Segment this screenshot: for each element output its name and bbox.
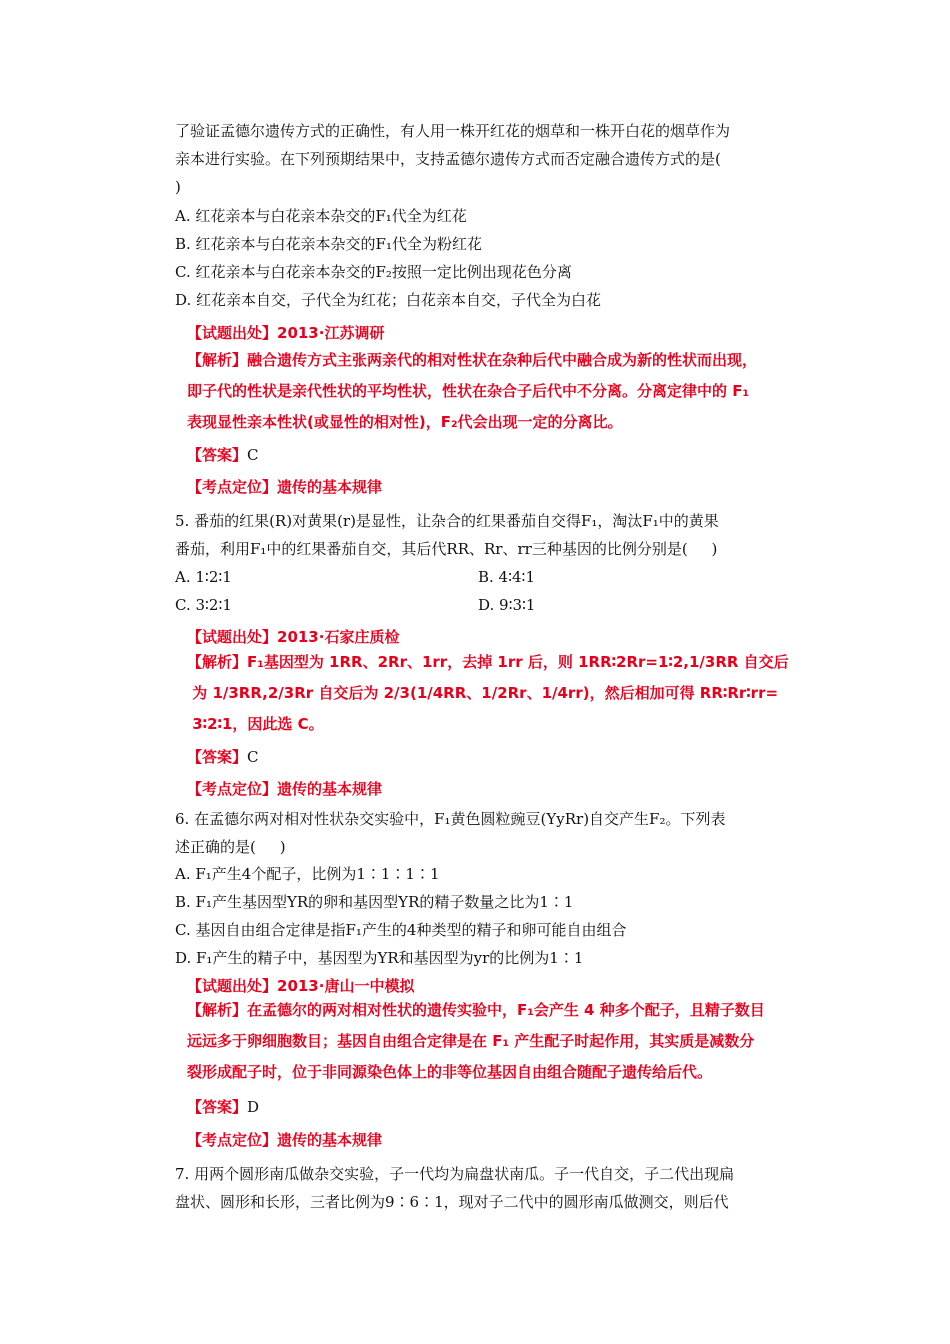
q6-text-line-1: 6. 在孟德尔两对相对性状杂交实验中，F₁黄色圆粒豌豆(YyRr)自交产生F₂。下列表	[175, 810, 726, 828]
q4-option-d: D. 红花亲本自交，子代全为红花；白花亲本自交，子代全为白花	[175, 291, 602, 309]
q5-text-line-1: 5. 番茄的红果(R)对黄果(r)是显性，让杂合的红果番茄自交得F₁，淘汰F₁中的黄果	[175, 512, 719, 530]
q4-text-line-2: 亲本进行实验。在下列预期结果中，支持孟德尔遗传方式而否定融合遗传方式的是(	[175, 150, 721, 168]
q6-option-c: C. 基因自由组合定律是指F₁产生的4种类型的精子和卵可能自由组合	[175, 921, 627, 939]
q5-analysis-line-2: 为 1/3RR,2/3Rr 自交后为 2/3(1/4RR、1/2Rr、1/4rr)，然后相加可得 RR∶Rr∶rr=	[187, 684, 779, 702]
q7-text-line-2: 盘状、圆形和长形，三者比例为9∶6∶1，现对子二代中的圆形南瓜做测交，则后代	[175, 1193, 729, 1211]
q5-analysis-line-1: 【解析】F₁基因型为 1RR、2Rr、1rr，去掉 1rr 后，则 1RR∶2Rr=1∶2,1/3RR 自交后	[187, 653, 789, 671]
q4-option-c: C. 红花亲本与白花亲本杂交的F₂按照一定比例出现花色分离	[175, 263, 572, 281]
q4-option-b: B. 红花亲本与白花亲本杂交的F₁代全为粉红花	[175, 235, 482, 253]
q5-text-line-2: 番茄，利用F₁中的红果番茄自交，其后代RR、Rr、rr三种基因的比例分别是( )	[175, 540, 718, 558]
q7-text-line-1: 7. 用两个圆形南瓜做杂交实验，子一代均为扁盘状南瓜。子一代自交，子二代出现扁	[175, 1165, 735, 1183]
q6-analysis-line-2: 远远多于卵细胞数目；基因自由组合定律是在 F₁ 产生配子时起作用，其实质是减数分	[187, 1032, 755, 1050]
q5-option-d: D. 9∶3∶1	[478, 596, 536, 614]
q5-option-c: C. 3∶2∶1	[175, 596, 232, 614]
q6-option-a: A. F₁产生4个配子，比例为1∶1∶1∶1	[175, 865, 440, 883]
q5-option-b: B. 4∶4∶1	[478, 568, 535, 586]
q6-option-b: B. F₁产生基因型YR的卵和基因型YR的精子数量之比为1∶1	[175, 893, 574, 911]
q5-answer: 【答案】C	[187, 748, 259, 766]
q5-option-a: A. 1∶2∶1	[175, 568, 232, 586]
q6-topic: 【考点定位】遗传的基本规律	[187, 1131, 383, 1149]
q4-option-a: A. 红花亲本与白花亲本杂交的F₁代全为红花	[175, 207, 467, 225]
q6-answer: 【答案】D	[187, 1098, 260, 1116]
q4-answer: 【答案】C	[187, 446, 259, 464]
q5-analysis-line-3: 3∶2∶1，因此选 C。	[187, 715, 324, 733]
q6-text-line-2: 述正确的是( )	[175, 838, 286, 856]
q4-text-line-3: )	[175, 178, 181, 196]
q4-text-line-1: 了验证孟德尔遗传方式的正确性，有人用一株开红花的烟草和一株开白花的烟草作为	[175, 122, 731, 140]
q4-source: 【试题出处】2013·江苏调研	[187, 324, 385, 342]
q6-option-d: D. F₁产生的精子中，基因型为YR和基因型为yr的比例为1∶1	[175, 949, 584, 967]
q6-analysis-line-1: 【解析】在孟德尔的两对相对性状的遗传实验中，F₁会产生 4 种多个配子，且精子数目	[187, 1001, 765, 1019]
q5-topic: 【考点定位】遗传的基本规律	[187, 780, 383, 798]
q4-analysis-line-1: 【解析】融合遗传方式主张两亲代的相对性状在杂种后代中融合成为新的性状而出现，	[187, 351, 758, 369]
q4-analysis-line-3: 表现显性亲本性状(或显性的相对性)，F₂代会出现一定的分离比。	[187, 413, 623, 431]
q4-analysis-line-2: 即子代的性状是亲代性状的平均性状，性状在杂合子后代中不分离。分离定律中的 F₁	[187, 382, 750, 400]
q6-source: 【试题出处】2013·唐山一中模拟	[187, 977, 415, 995]
q4-topic: 【考点定位】遗传的基本规律	[187, 478, 383, 496]
q5-source: 【试题出处】2013·石家庄质检	[187, 628, 400, 646]
q6-analysis-line-3: 裂形成配子时，位于非同源染色体上的非等位基因自由组合随配子遗传给后代。	[187, 1063, 713, 1081]
